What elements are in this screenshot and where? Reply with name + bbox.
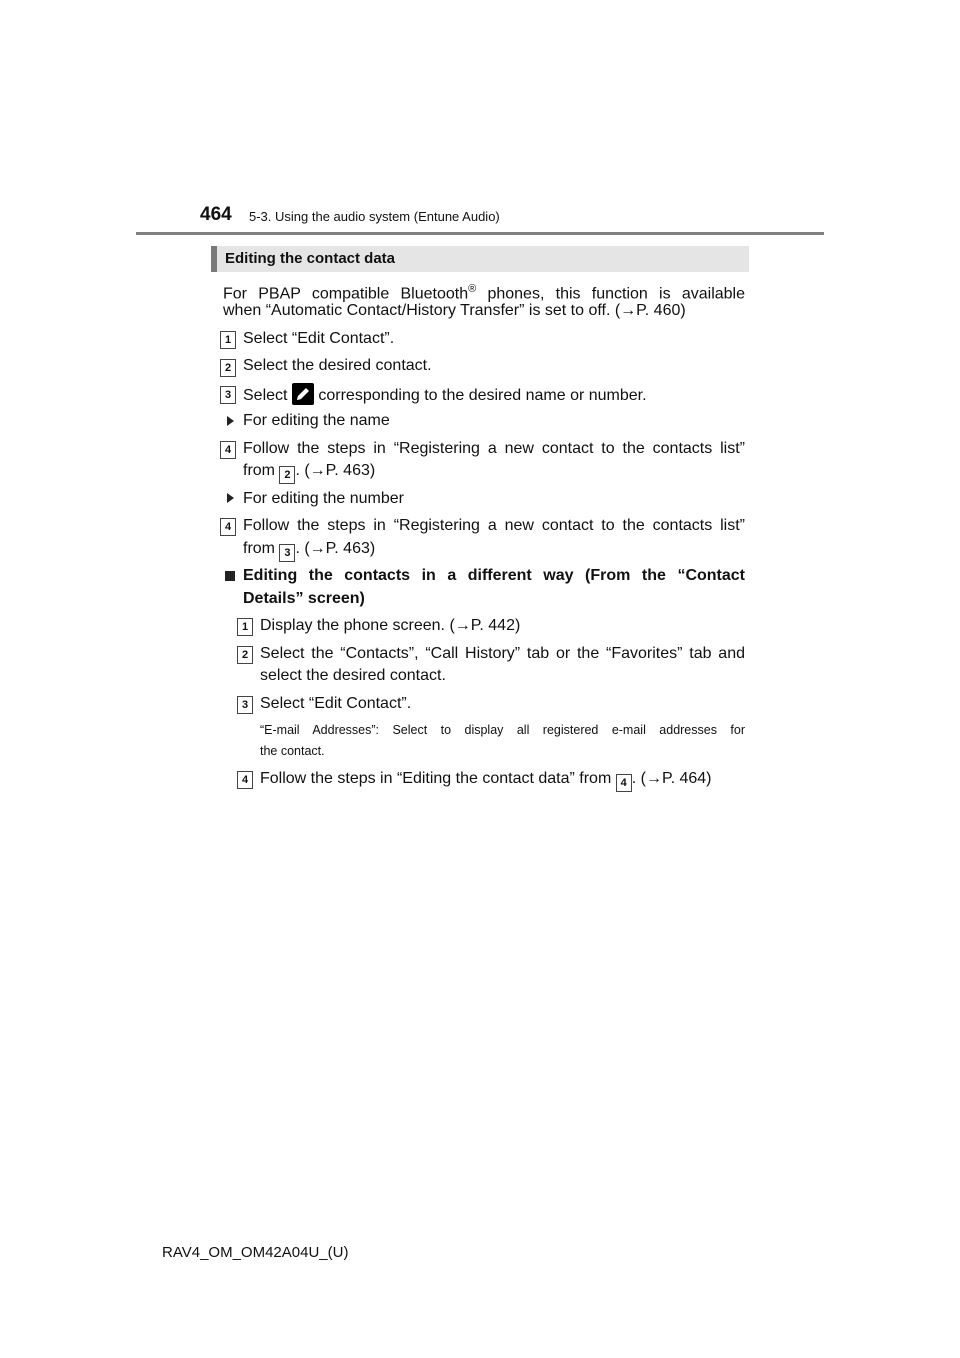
page-number: 464 [200,204,232,225]
step-ref-3: 3 [279,544,295,562]
alt-step-number-4: 4 [237,771,253,789]
step-ref-4: 4 [616,774,632,792]
alt-step-2-line-1: Select the “Contacts”, “Call History” tab or the “Favorites” tab and [260,645,745,662]
step-4b-line-1: Follow the steps in “Registering a new contact to the contacts list” [243,517,745,534]
step-number-1: 1 [220,331,236,349]
square-bullet-icon [225,571,235,581]
alt-step-number-2: 2 [237,646,253,664]
edit-pencil-icon [292,383,314,405]
step-4a-line-2: from 2 . (→P. 463) [243,460,375,484]
step-number-2: 2 [220,359,236,377]
sub-heading-name: For editing the name [243,412,390,429]
alt-heading-line-2: Details” screen) [243,590,365,607]
note-line-2: the contact. [260,744,325,758]
step-number-3: 3 [220,386,236,404]
intro-line-2: when “Automatic Contact/History Transfer” is set to off. (→P. 460) [223,302,686,319]
step-ref-2: 2 [279,466,295,484]
alt-step-4-text: Follow the steps in “Editing the contact data” from 4 . (→P. 464) [260,768,711,792]
step-2-text: Select the desired contact. [243,357,432,374]
chapter-title: 5-3. Using the audio system (Entune Audio) [249,209,500,224]
step-4a-line-1: Follow the steps in “Registering a new contact to the contacts list” [243,440,745,457]
step-4b-line-2: from 3 . (→P. 463) [243,538,375,562]
alt-step-3-text: Select “Edit Contact”. [260,695,412,712]
alt-heading-line-1: Editing the contacts in a different way (From the “Contact [243,567,745,584]
sub-heading-number: For editing the number [243,490,404,507]
triangle-bullet-icon [227,493,234,503]
document-code: RAV4_OM_OM42A04U_(U) [162,1244,349,1261]
alt-step-1-text: Display the phone screen. (→P. 442) [260,617,521,634]
step-number-4b: 4 [220,518,236,536]
alt-step-number-1: 1 [237,618,253,636]
step-number-4a: 4 [220,441,236,459]
header-divider [136,232,824,235]
note-line-1: “E-mail Addresses”: Select to display all registered e-mail addresses for [260,723,745,737]
triangle-bullet-icon [227,416,234,426]
section-title: Editing the contact data [225,250,396,267]
alt-step-2-line-2: select the desired contact. [260,667,446,684]
step-3-text: Select corresponding to the desired name or number. [243,383,647,407]
step-1-text: Select “Edit Contact”. [243,330,395,347]
alt-step-number-3: 3 [237,696,253,714]
section-heading-bar [211,246,749,272]
intro-line-1: For PBAP compatible Bluetooth® phones, this function is available [223,283,746,303]
